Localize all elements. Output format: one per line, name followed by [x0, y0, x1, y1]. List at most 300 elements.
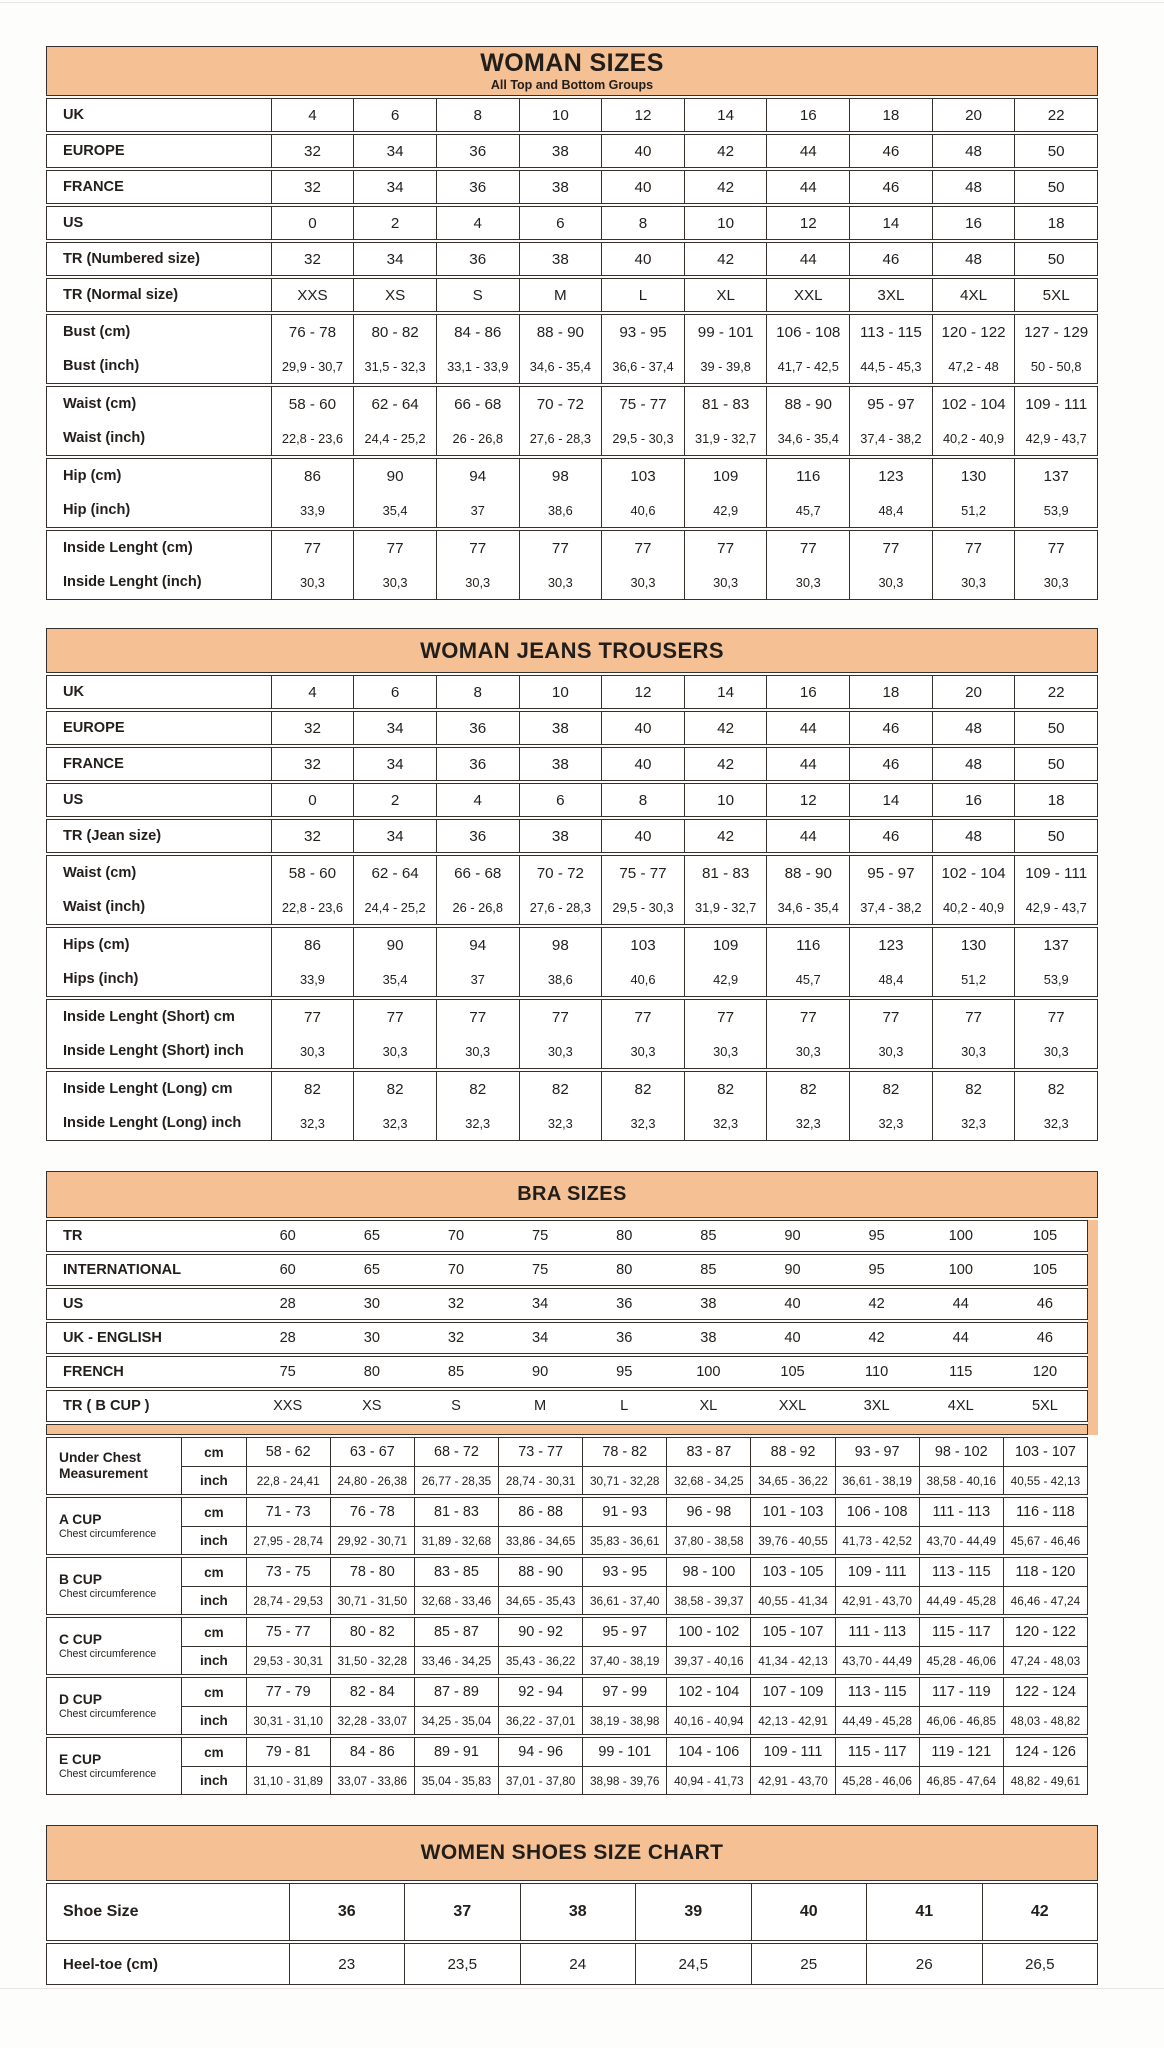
value-text: 120 - 122 — [941, 323, 1006, 341]
value-cell — [353, 99, 436, 131]
row-label-text: US — [63, 215, 84, 231]
value-cell: 44,49 - 45,28 — [835, 1706, 919, 1734]
value-cell — [666, 1323, 750, 1353]
value-text: 26 - 26,8 — [452, 899, 503, 915]
value-text: 29,5 - 30,3 — [612, 899, 674, 915]
value-cell — [684, 315, 767, 383]
value-cell — [436, 171, 519, 203]
value-text: 46 — [882, 719, 900, 737]
value-cell: 38,19 - 38,98 — [582, 1706, 666, 1734]
value-cell — [519, 928, 602, 996]
table-row-group — [46, 675, 1098, 709]
value-text: 38,6 — [547, 502, 573, 518]
value-text: 86 — [304, 467, 321, 485]
value-cell — [849, 928, 932, 996]
value-cell: 111 - 113 — [835, 1618, 919, 1646]
value-text: 130 — [960, 467, 987, 485]
value-text: 40 — [784, 1296, 801, 1312]
value-text: 109 — [712, 467, 739, 485]
row-label — [47, 1255, 246, 1285]
value-cell — [519, 243, 602, 275]
value-text: 102 - 104 — [941, 395, 1006, 413]
value-cell: 37,80 - 38,58 — [666, 1526, 750, 1554]
value-cell — [766, 856, 849, 924]
value-text: 77 — [469, 539, 487, 557]
value-cell: 58 - 62 — [246, 1438, 330, 1466]
table-row-group — [46, 1356, 1088, 1388]
value-cell — [246, 1289, 330, 1319]
value-cell — [932, 712, 1015, 744]
value-cell — [414, 1289, 498, 1319]
value-text: 38 — [551, 827, 569, 845]
value-text: 44 — [952, 1296, 969, 1312]
value-text: 10 — [551, 683, 569, 701]
value-text: 90 — [784, 1262, 801, 1278]
value-text: 38 — [551, 719, 569, 737]
row-label-text: Inside Lenght (inch) — [63, 574, 202, 590]
value-text: 94 — [469, 467, 487, 485]
value-cell — [835, 1255, 919, 1285]
row-label-text: EUROPE — [63, 143, 125, 159]
value-text: 40,6 — [630, 971, 656, 987]
value-cell: 33,07 - 33,86 — [330, 1766, 414, 1794]
value-text: 75 - 77 — [619, 864, 667, 882]
value-cell: 36,61 - 37,40 — [582, 1586, 666, 1614]
value-text: 103 — [630, 936, 656, 954]
value-cell — [684, 712, 767, 744]
value-text: 20 — [965, 106, 982, 124]
value-text: 34 — [386, 142, 404, 160]
value-text: L — [638, 286, 648, 304]
value-cell — [1014, 207, 1097, 239]
value-text: 42 — [868, 1330, 885, 1346]
table-row-group — [46, 711, 1098, 745]
row-label — [47, 1000, 271, 1068]
value-text: 36 — [337, 1903, 356, 1920]
value-text: 109 - 111 — [1025, 395, 1088, 413]
row-label-text: TR (Normal size) — [63, 287, 179, 303]
value-cell: 35,43 - 36,22 — [498, 1646, 582, 1674]
value-text: 48,4 — [878, 971, 904, 987]
value-text: 8 — [473, 106, 482, 124]
value-text: 44 — [799, 178, 817, 196]
value-cell — [519, 676, 602, 708]
value-text: 77 — [551, 1008, 569, 1026]
value-cell — [849, 748, 932, 780]
value-cell: 115 - 117 — [919, 1618, 1003, 1646]
value-text: 82 — [965, 1080, 982, 1098]
value-cell — [684, 784, 767, 816]
value-text: 36 — [469, 827, 487, 845]
value-text: 42 — [717, 755, 735, 773]
value-cell — [666, 1357, 750, 1387]
table-row-group — [46, 278, 1098, 312]
value-text: 42 — [717, 178, 735, 196]
row-label — [47, 207, 271, 239]
value-cell: 101 - 103 — [750, 1498, 834, 1526]
row-label-text: Hip (inch) — [63, 502, 131, 518]
value-text: 95 - 97 — [867, 395, 915, 413]
value-text: 8 — [638, 791, 648, 809]
value-text: 95 — [868, 1262, 885, 1278]
cup-name: B CUP — [59, 1571, 102, 1587]
row-label-text: Waist (inch) — [63, 899, 146, 915]
value-text: 32,3 — [630, 1115, 656, 1131]
value-cell: 107 - 109 — [750, 1678, 834, 1706]
value-cell: 93 - 95 — [582, 1558, 666, 1586]
value-text: 50 — [1047, 719, 1065, 737]
cup-row-group — [46, 1497, 1088, 1555]
value-cell — [932, 856, 1015, 924]
value-cell — [271, 784, 354, 816]
value-cell — [766, 387, 849, 455]
row-label — [47, 1391, 246, 1421]
value-cell: 40,94 - 41,73 — [666, 1766, 750, 1794]
value-text: XXL — [778, 1398, 807, 1414]
value-cell: 94 - 96 — [498, 1738, 582, 1766]
row-label-text: Shoe Size — [63, 1903, 139, 1920]
value-text: 48 — [965, 250, 982, 268]
value-cell — [750, 1221, 834, 1251]
value-cell: 92 - 94 — [498, 1678, 582, 1706]
value-cell: 27,95 - 28,74 — [246, 1526, 330, 1554]
table-row-group — [46, 783, 1098, 817]
value-text: 48,4 — [878, 502, 904, 518]
value-text: 77 — [386, 539, 404, 557]
value-cell — [849, 135, 932, 167]
value-text: 31,5 - 32,3 — [364, 358, 426, 374]
value-cell — [436, 207, 519, 239]
row-label — [47, 135, 271, 167]
value-cell — [414, 1255, 498, 1285]
cup-label — [47, 1738, 181, 1794]
value-cell — [436, 243, 519, 275]
value-cell — [1003, 1323, 1087, 1353]
value-text: 77 — [469, 1008, 487, 1026]
value-cell — [684, 928, 767, 996]
value-cell — [436, 1000, 519, 1068]
value-text: 30,3 — [795, 574, 821, 590]
value-text: 113 - 115 — [859, 323, 922, 341]
row-label — [47, 279, 271, 311]
value-cell — [766, 207, 849, 239]
value-text: 60 — [279, 1228, 296, 1244]
value-text: 26 — [915, 1955, 933, 1973]
cup-label — [47, 1498, 181, 1554]
value-text: 0 — [308, 791, 317, 809]
unit-cell: cm — [181, 1558, 245, 1586]
value-text: 48 — [965, 755, 982, 773]
value-cell: 38,98 - 39,76 — [582, 1766, 666, 1794]
row-label-text: Heel-toe (cm) — [63, 1955, 159, 1973]
value-cell — [766, 279, 849, 311]
value-text: 103 — [630, 467, 656, 485]
row-label — [47, 1944, 289, 1984]
value-cell: 32,68 - 33,46 — [414, 1586, 498, 1614]
value-cell — [750, 1357, 834, 1387]
value-cell — [436, 135, 519, 167]
value-cell: 29,92 - 30,71 — [330, 1526, 414, 1554]
value-text: 80 — [363, 1364, 380, 1380]
value-cell — [684, 243, 767, 275]
value-text: 3XL — [863, 1398, 890, 1414]
value-text: 77 — [965, 1008, 982, 1026]
value-cell — [353, 820, 436, 852]
value-text: 53,9 — [1043, 971, 1069, 987]
value-cell: 104 - 106 — [666, 1738, 750, 1766]
value-cell — [353, 856, 436, 924]
value-text: 50 - 50,8 — [1030, 358, 1082, 374]
table-row-group — [46, 1288, 1088, 1320]
unit-cell: cm — [181, 1438, 245, 1466]
value-text: 45,7 — [795, 502, 821, 518]
value-cell — [684, 99, 767, 131]
woman-sizes-title: WOMAN SIZES — [480, 48, 664, 77]
value-cell — [919, 1357, 1003, 1387]
value-cell — [414, 1391, 498, 1421]
value-cell — [1014, 712, 1097, 744]
value-cell: 38,58 - 39,37 — [666, 1586, 750, 1614]
value-cell: 47,24 - 48,03 — [1003, 1646, 1087, 1674]
value-cell: 97 - 99 — [582, 1678, 666, 1706]
value-cell — [271, 171, 354, 203]
value-text: 100 — [948, 1228, 973, 1244]
value-cell — [582, 1323, 666, 1353]
value-text: 30,3 — [961, 1043, 986, 1059]
value-text: 50 — [1047, 755, 1065, 773]
bra-separator — [46, 1424, 1088, 1435]
value-text: 77 — [882, 1008, 900, 1026]
value-text: 75 — [279, 1364, 296, 1380]
value-cell: 122 - 124 — [1003, 1678, 1087, 1706]
value-cell — [330, 1255, 414, 1285]
value-text: 4XL — [947, 1398, 974, 1414]
value-cell: 95 - 97 — [582, 1618, 666, 1646]
value-text: 34 — [386, 250, 404, 268]
row-label — [47, 1289, 246, 1319]
value-text: 10 — [551, 106, 569, 124]
value-cell: 98 - 102 — [919, 1438, 1003, 1466]
value-text: XL — [716, 286, 735, 304]
table-row-group — [46, 1943, 1098, 1985]
row-label-text: INTERNATIONAL — [63, 1262, 182, 1278]
row-label — [47, 820, 271, 852]
value-cell — [766, 315, 849, 383]
value-cell — [932, 315, 1015, 383]
value-text: 35,4 — [382, 502, 408, 518]
table-row-group — [46, 458, 1098, 528]
value-cell: 38,58 - 40,16 — [919, 1466, 1003, 1494]
value-cell — [519, 820, 602, 852]
value-cell — [1003, 1391, 1087, 1421]
woman-jeans-header — [46, 628, 1098, 673]
row-label-text: US — [63, 1296, 84, 1312]
value-text: 48 — [965, 719, 982, 737]
value-cell: 36,22 - 37,01 — [498, 1706, 582, 1734]
value-text: 62 - 64 — [371, 395, 419, 413]
value-text: 32,3 — [382, 1115, 408, 1131]
value-text: 116 — [796, 467, 821, 485]
value-text: 30,3 — [299, 1043, 325, 1059]
value-cell — [498, 1289, 582, 1319]
table-row-group — [46, 530, 1098, 600]
cup-name: Under Chest Measurement — [59, 1450, 148, 1481]
row-label — [47, 1884, 289, 1940]
value-cell — [271, 387, 354, 455]
value-cell — [932, 1072, 1015, 1140]
value-text: 109 — [712, 936, 739, 954]
value-cell — [750, 1323, 834, 1353]
value-cell: 34,65 - 35,43 — [498, 1586, 582, 1614]
value-text: XXL — [793, 286, 823, 304]
value-cell — [635, 1944, 751, 1984]
value-text: 50 — [1047, 250, 1065, 268]
value-cell — [1014, 784, 1097, 816]
value-cell: 76 - 78 — [330, 1498, 414, 1526]
value-cell — [246, 1255, 330, 1285]
value-cell — [436, 928, 519, 996]
value-cell — [271, 676, 354, 708]
table-row-group — [46, 927, 1098, 997]
value-cell — [353, 531, 436, 599]
table-row-group — [46, 242, 1098, 276]
value-cell — [684, 387, 767, 455]
value-cell — [353, 676, 436, 708]
value-text: 31,9 - 32,7 — [695, 430, 757, 446]
value-cell: 109 - 111 — [750, 1738, 834, 1766]
value-cell — [271, 315, 354, 383]
value-cell: 124 - 126 — [1003, 1738, 1087, 1766]
value-cell: 89 - 91 — [414, 1738, 498, 1766]
value-cell — [919, 1221, 1003, 1251]
value-text: 77 — [634, 539, 652, 557]
table-row-group — [46, 314, 1098, 384]
value-cell — [751, 1884, 867, 1940]
value-cell: 113 - 115 — [835, 1678, 919, 1706]
value-cell: 87 - 89 — [414, 1678, 498, 1706]
value-cell — [1014, 243, 1097, 275]
value-cell — [849, 243, 932, 275]
value-cell — [849, 315, 932, 383]
row-label — [47, 1072, 271, 1140]
value-text: 34,6 - 35,4 — [777, 899, 839, 915]
value-text: 88 - 90 — [784, 395, 832, 413]
value-cell — [932, 207, 1015, 239]
value-text: 36 — [469, 178, 487, 196]
value-cell — [666, 1289, 750, 1319]
value-text: 38 — [700, 1296, 717, 1312]
value-text: 42,9 — [713, 971, 739, 987]
value-cell — [766, 99, 849, 131]
value-cell: 90 - 92 — [498, 1618, 582, 1646]
value-cell — [932, 387, 1015, 455]
value-text: 82 — [469, 1080, 487, 1098]
value-text: 24,5 — [678, 1955, 709, 1973]
value-cell — [766, 135, 849, 167]
value-cell: 28,74 - 29,53 — [246, 1586, 330, 1614]
value-text: 33,9 — [299, 971, 325, 987]
value-text: 82 — [1047, 1080, 1065, 1098]
value-cell: 45,28 - 46,06 — [919, 1646, 1003, 1674]
value-cell — [519, 1072, 602, 1140]
value-cell — [271, 279, 354, 311]
value-cell: 83 - 85 — [414, 1558, 498, 1586]
value-cell — [353, 171, 436, 203]
value-text: 34 — [531, 1330, 549, 1346]
value-text: 35,4 — [382, 971, 408, 987]
value-cell — [519, 99, 602, 131]
value-text: 105 — [1032, 1262, 1058, 1278]
value-text: 42,9 — [713, 502, 739, 518]
row-label — [47, 315, 271, 383]
table-row-group — [46, 999, 1098, 1069]
value-cell — [271, 856, 354, 924]
value-text: 18 — [882, 106, 900, 124]
value-text: 30,3 — [382, 574, 408, 590]
value-cell — [601, 279, 684, 311]
value-cell — [849, 387, 932, 455]
row-label-text: UK — [63, 684, 85, 700]
value-cell — [271, 135, 354, 167]
value-text: 32 — [304, 827, 321, 845]
value-text: 34 — [531, 1296, 549, 1312]
value-text: 36 — [469, 250, 487, 268]
value-cell — [932, 928, 1015, 996]
value-cell — [684, 459, 767, 527]
value-cell — [601, 856, 684, 924]
value-cell — [353, 928, 436, 996]
value-text: 75 — [531, 1228, 549, 1244]
row-label-text: Inside Lenght (Short) inch — [63, 1043, 244, 1059]
value-cell — [835, 1323, 919, 1353]
value-cell: 75 - 77 — [246, 1618, 330, 1646]
row-label-text: UK — [63, 107, 85, 123]
value-cell — [601, 459, 684, 527]
value-text: 80 - 82 — [371, 323, 419, 341]
row-label-text: Waist (inch) — [63, 430, 146, 446]
value-text: 32,3 — [547, 1115, 573, 1131]
value-cell: 34,25 - 35,04 — [414, 1706, 498, 1734]
value-text: XS — [384, 286, 406, 304]
value-cell: 22,8 - 24,41 — [246, 1466, 330, 1494]
unit-cell: cm — [181, 1498, 245, 1526]
value-text: 8 — [473, 683, 482, 701]
value-text: 123 — [878, 936, 904, 954]
value-cell — [436, 459, 519, 527]
value-cell — [519, 171, 602, 203]
row-label-text: TR ( B CUP ) — [63, 1398, 150, 1414]
value-text: 77 — [386, 1008, 404, 1026]
value-cell: 115 - 117 — [835, 1738, 919, 1766]
value-cell — [684, 748, 767, 780]
value-text: 66 - 68 — [454, 864, 502, 882]
value-cell: 36,61 - 38,19 — [835, 1466, 919, 1494]
value-cell — [246, 1391, 330, 1421]
value-text: 98 — [551, 467, 569, 485]
value-cell — [932, 99, 1015, 131]
value-text: 32,3 — [713, 1115, 739, 1131]
value-text: 37 — [470, 502, 485, 518]
value-text: 30 — [363, 1296, 380, 1312]
value-text: 46 — [882, 142, 900, 160]
value-cell — [601, 243, 684, 275]
value-text: 77 — [717, 539, 735, 557]
value-cell — [684, 1072, 767, 1140]
value-cell — [684, 207, 767, 239]
woman-jeans-table — [46, 628, 1098, 1141]
value-cell: 48,82 - 49,61 — [1003, 1766, 1087, 1794]
value-cell: 91 - 93 — [582, 1498, 666, 1526]
